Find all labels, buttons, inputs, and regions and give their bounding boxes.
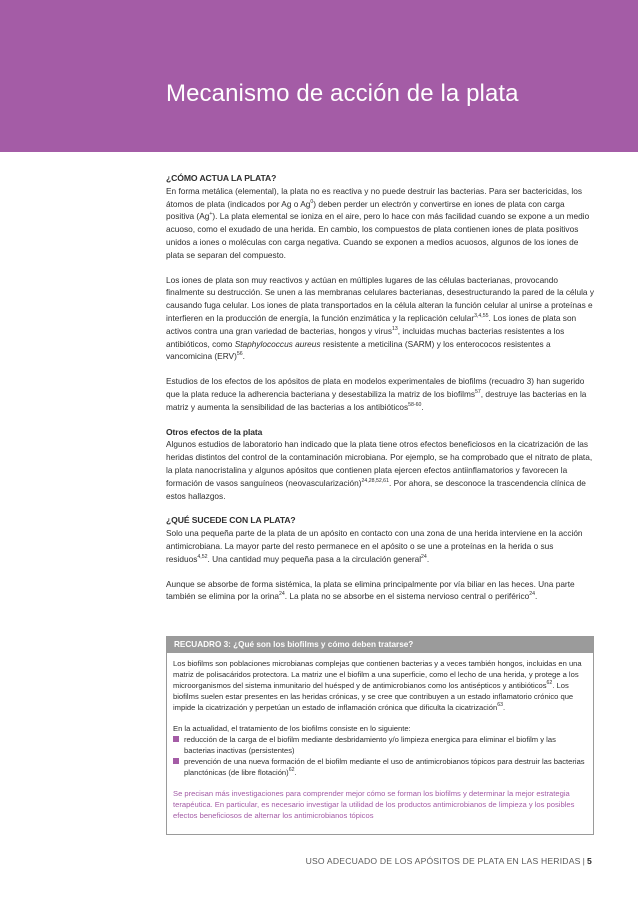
box-paragraph: En la actualidad, el tratamiento de los biofilms consiste en lo siguiente: — [173, 724, 411, 733]
square-bullet-icon — [173, 758, 179, 764]
page-header-band — [0, 0, 638, 152]
section-heading-que-sucede: ¿QUÉ SUCEDE CON LA PLATA? — [166, 515, 296, 526]
box-paragraph: Los biofilms son poblaciones microbianas complejas que contienen bacterias y a veces también hongos, incluidas en una matriz de polisacáridos protectora. La matriz une el biofilm a una superficie, como el lecho de una herida, y protege a los microorganismos del sistema inmunitario del huésped y de antimicrobianos como los antisépticos y antibióticos$^{62}$. Los biofilms suelen estar presentes en las heridas crónicas, y se cree que contribuyen a un estado inflamatorio crónico que impide la cicatrización y perpetúan un estado de inflamación crónica que dificulta la cicatrización$^{63}$. — [173, 659, 582, 712]
main-content — [166, 172, 594, 603]
paragraph: Algunos estudios de laboratorio han indicado que la plata tiene otros efectos beneficiosos en la cicatrización de las heridas distintos del control de la contaminación microbiana. Por ejemplo, se ha comprobado que el nitrato de plata, la plata nanocristalina y algunos apósitos que contienen plata ejercen efectos antiinflamatorios y favorecen la formación de vasos sanguíneos (neovascularización)$^{24,28,52,61}$. Por ahora, se desconoce la trascendencia clínica de estos hallazgos. — [166, 439, 593, 501]
footer-title: USO ADECUADO DE LOS APÓSITOS DE PLATA EN LAS HERIDAS — [305, 856, 581, 866]
paragraph: Los iones de plata son muy reactivos y actúan en múltiples lugares de las células bacterianas, provocando finalmente su destrucción. Se unen a las membranas celulares bacterianas, desestructurando la pared de la célula y causando fuga celular. Los iones de plata transportados en la célula alteran la función celular al unirse a proteínas e interfieren en la producción de energía, la función enzimática y la replicación celular$^{3,4,55}$. Los iones de plata son activos contra una gran variedad de bacterias, hongos y virus$^{13}$, incluidas muchas bacterias resistentes a los antibióticos, como Staphylococcus aureus resistente a meticilina (SARM) y los enterococos resistentes a vancomicina (ERV)$^{56}$. — [166, 274, 594, 362]
page-number: 5 — [587, 856, 592, 866]
paragraph: Aunque se absorbe de forma sistémica, la plata se elimina principalmente por vía biliar en las heces. Una parte también se elimina por la orina$^{24}$. La plata no se absorbe en el sistema nervioso central o periférico$^{24}$. — [166, 578, 575, 602]
box-highlight-note: Se precisan más investigaciones para comprender mejor cómo se forman los biofilms y determinar la mejor estrategia terapéutica. En particular, es necesario investigar la utilidad de los productos antimicrobianos de limpieza y los posibles efectos beneficiosos de alternar los antimicrobianos tópicos — [173, 789, 575, 820]
page-footer — [306, 856, 592, 866]
section-heading-otros-efectos: Otros efectos de la plata — [166, 426, 263, 437]
paragraph: Estudios de los efectos de los apósitos de plata en modelos experimentales de biofilms (recuadro 3) han sugerido que la plata reduce la adherencia bacteriana y desestabiliza la matriz de los biofilms$^{57}$, destruye las bacterias en la matriz y aumenta la sensibilidad de las bacterias a los antibióticos$^{58-60}$. — [166, 376, 587, 412]
page-title: Mecanismo de acción de la plata — [166, 80, 519, 107]
paragraph: En forma metálica (elemental), la plata no es reactiva y no puede destruir las bacterias. Para ser bactericidas, los átomos de plata (indicados por Ag o Ag$^0$) deben perder un electrón y convertirse en iones de plata con carga positiva (Ag+). La plata elemental se ioniza en el aire, pero lo hace con más facilidad cuando se expone a un medio acuoso, como el exudado de una herida. En cambio, los compuestos de plata contienen iones de plata positivos unidos a iones o moléculas con carga negativa. Cuando se exponen a medios acuosos, algunos de los iones de plata se separan del compuesto. — [166, 185, 590, 260]
list-item: prevención de una nueva formación de el biofilm mediante el uso de antimicrobianos tópicos para destruir las bacterias planctónicas (de libre flotación)$^{62}$. — [173, 756, 586, 778]
footer-separator: | — [582, 856, 586, 866]
paragraph: Solo una pequeña parte de la plata de un apósito en contacto con una zona de una herida interviene en la acción antimicrobiana. La mayor parte del resto permanece en el apósito o se une a proteínas en la herida o sus residuos$^{4,52}$. Una cantidad muy pequeña pasa a la circulación general$^{24}$. — [166, 528, 583, 564]
list-item: reducción de la carga de el biofilm mediante desbridamiento y/o limpieza energica para eliminar el biofilm y las bacterias inactivas (persistentes) — [173, 734, 586, 756]
section-heading-como-actua: ¿CÓMO ACTUA LA PLATA? — [166, 173, 277, 183]
box-body — [167, 653, 593, 821]
square-bullet-icon — [173, 736, 179, 742]
box-title: RECUADRO 3: ¿Qué son los biofilms y cómo deben tratarse? — [167, 637, 593, 653]
box-bullet-list — [173, 734, 586, 778]
recuadro-3-box — [166, 636, 594, 835]
